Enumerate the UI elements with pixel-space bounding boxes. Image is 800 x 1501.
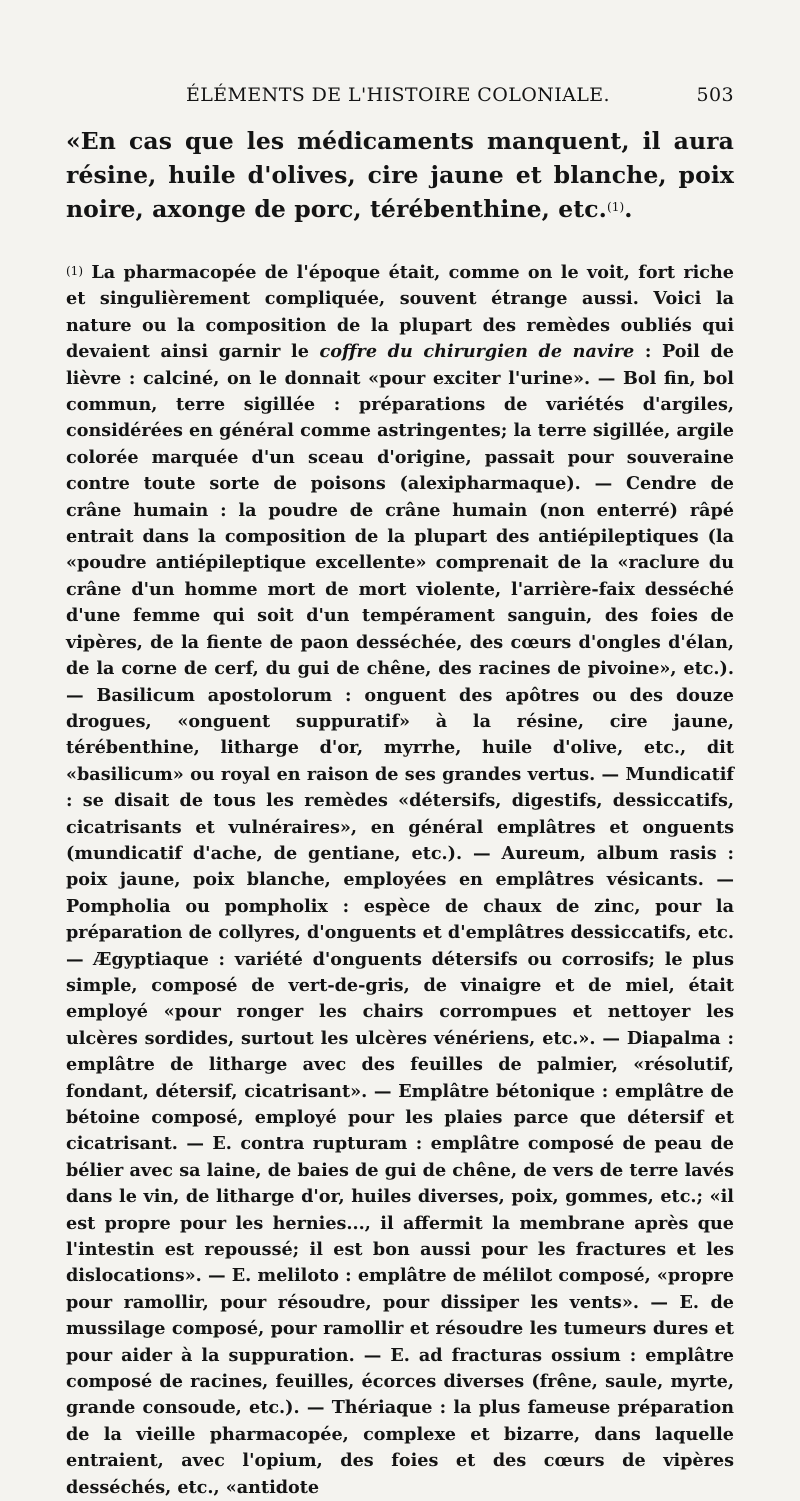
page-number: 503 [696,84,734,106]
quoted-paragraph [66,124,734,226]
page-header [66,80,734,114]
footnote-text-part2: : Poil de lièvre : calciné, on le donnait «pour exciter l'urine». — Bol fin, bol commun, terre sigillée : préparations de variétés d'argiles, considérées en général comme astringentes; la terre sigillée, argile colorée marquée d'un sceau d'origine, passait pour souveraine contre toute sorte de poisons (alexipharmaque). — Cendre de crâne humain : la poudre de crâne humain (non enterré) râpé entrait dans la composition de la plupart des antiépileptiques (la «poudre antiépileptique excellente» comprenait de la «raclure du crâne d'un homme mort de mort violente, l'arrière-faix desséché d'une femme qui soit d'un tempérament sanguin, des foies de vipères, de la fiente de paon desséchée, des cœurs d'ongles d'élan, de la corne de cerf, du gui de chêne, des racines de pivoine», etc.). — Basilicum apostolorum : onguent des apôtres ou des douze drogues, «onguent suppuratif» à la résine, cire jaune, térébenthine, litharge d'or, myrrhe, huile d'olive, etc., dit «basilicum» ou royal en raison de ses grandes vertus. — Mundicatif : se disait de tous les remèdes «détersifs, digestifs, dessiccatifs, cicatrisants et vulnéraires», en général emplâtres et onguents (mundicatif d'ache, de gentiane, etc.). — Aureum, album rasis : poix jaune, poix blanche, employées en emplâtres vésicants. — Pompholia ou pompholix : espèce de chaux de zinc, pour la préparation de collyres, d'onguents et d'emplâtres dessiccatifs, etc. — Ægyptiaque : variété d'onguents détersifs ou corrosifs; le plus simple, composé de vert-de-gris, de vinaigre et de miel, était employé «pour ronger les chairs corrompues et nettoyer les ulcères sordides, surtout les ulcères vénériens, etc.». — Diapalma : emplâtre de litharge avec des feuilles de palmier, «résolutif, fondant, détersif, cicatrisant». — Emplâtre bétonique : emplâtre de bétoine composé, employé pour les plaies parce que détersif et cicatrisant. — E. contra rupturam : emplâtre composé de peau de bélier avec sa laine, de baies de gui de chêne, de vers de terre lavés dans le vin, de litharge d'or, huiles diverses, poix, gommes, etc.; «il est propre pour les hernies..., il affermit la membrane après que l'intestin est repoussé; il est bon aussi pour les fractures et les dislocations». — E. meliloto : emplâtre de mélilot composé, «propre pour ramollir, pour résoudre, pour dissiper les vents». — E. de mussilage composé, pour ramollir et résoudre les tumeurs dures et pour aider à la suppuration. — E. ad fracturas ossium : emplâtre composé de racines, feuilles, écorces diverses (frêne, saule, myrte, grande consoude, etc.). — Thériaque : la plus fameuse préparation de la vieille pharmacopée, complexe et bizarre, dans laquelle entraient, avec l'opium, des foies et des cœurs de vipères desséchés, etc., «antidote [66,341,734,1498]
footnote-text-part1: La pharmacopée de l'époque était, comme on le voit, fort riche et singulièrement compliquée, souvent étrange aussi. Voici la nature ou la composition de la plupart des remèdes oubliés qui devaient ainsi garnir le [66,262,734,363]
footnote-marker: (1) [66,264,83,278]
quote-end: . [624,195,633,223]
footnote-italic-term: coffre du chirurgien de navire [319,341,635,363]
footnote-reference: (1) [606,200,625,214]
quote-text: «En cas que les médicaments manquent, il aura résine, huile d'olives, cire jaune et blanche, poix noire, axonge de porc, térébenthine, etc. [66,127,734,223]
footnote [66,260,734,1501]
running-title: ÉLÉMENTS DE L'HISTOIRE COLONIALE. [186,84,610,106]
